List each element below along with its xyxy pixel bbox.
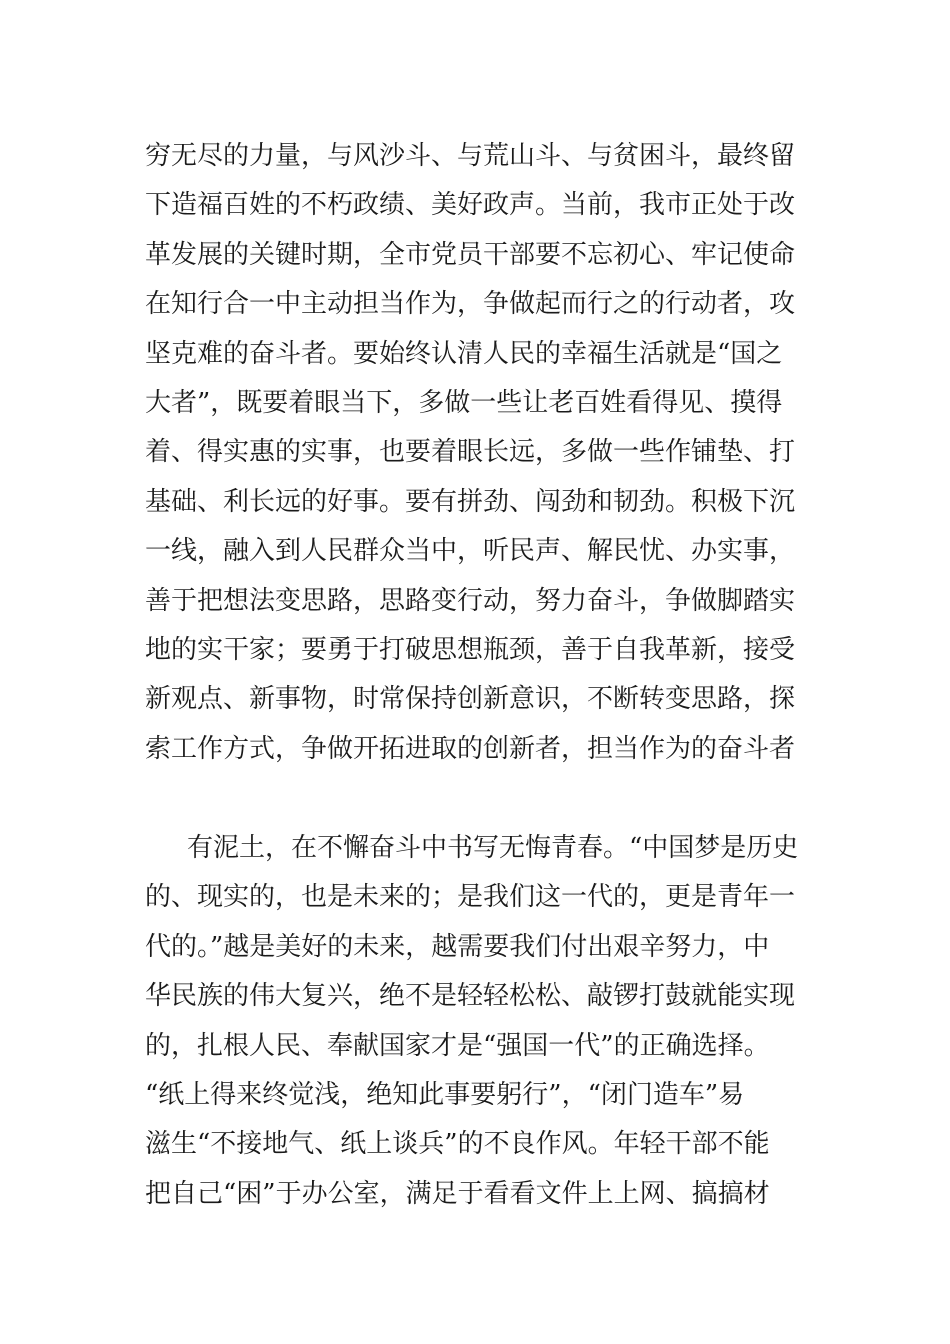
paragraph-line: 穷无尽的力量，与风沙斗、与荒山斗、与贫困斗，最终留 [145,141,796,171]
paragraph-1 [145,132,815,774]
paragraph-line: 下造福百姓的不朽政绩、美好政声。当前，我市正处于改 [145,190,796,221]
paragraph-line: 新观点、新事物，时常保持创新意识，不断转变思路，探 [145,684,796,715]
paragraph-line: 基础、利长远的好事。要有拼劲、闯劲和韧劲。积极下沉 [145,486,796,517]
paragraph-line: 善于把想法变思路，思路变行动，努力奋斗，争做脚踏实 [145,585,796,616]
paragraph-line: 着、得实惠的实事，也要着眼长远，多做一些作铺垫、打 [145,437,796,468]
paragraph-line: 滋生“不接地气、纸上谈兵”的不良作风。年轻干部不能 [145,1129,770,1160]
paragraph-line: 在知行合一中主动担当作为，争做起而行之的行动者，攻 [145,289,796,320]
paragraph-line: 把自己“困”于办公室，满足于看看文件上上网、搞搞材 [145,1178,770,1209]
paragraph-line: 的、现实的，也是未来的；是我们这一代的，更是青年一 [145,882,796,913]
paragraph-line: 大者”，既要着眼当下，多做一些让老百姓看得见、摸得 [145,387,783,418]
paragraph-line: “纸上得来终觉浅，绝知此事要躬行”，“闭门造车”易 [145,1079,745,1110]
paragraph-line: 革发展的关键时期，全市党员干部要不忘初心、牢记使命 [145,239,796,270]
paragraph-line: 地的实干家；要勇于打破思想瓶颈，善于自我革新，接受 [145,634,796,665]
paragraph-2 [145,824,815,1219]
paragraph-line: 坚克难的奋斗者。要始终认清人民的幸福生活就是“国之 [145,338,783,369]
paragraph-line: 有泥土，在不懈奋斗中书写无悔青春。“中国梦是历史 [187,833,799,863]
paragraph-line: 的，扎根人民、奉献国家才是“强国一代”的正确选择。 [145,1030,770,1061]
paragraph-line: 索工作方式，争做开拓进取的创新者，担当作为的奋斗者 [145,733,796,764]
paragraph-line: 一线，融入到人民群众当中，听民声、解民忧、办实事， [145,536,796,567]
paragraph-line: 华民族的伟大复兴，绝不是轻轻松松、敲锣打鼓就能实现 [145,981,796,1012]
paragraph-line: 代的。”越是美好的未来，越需要我们付出艰辛努力，中 [145,931,770,962]
